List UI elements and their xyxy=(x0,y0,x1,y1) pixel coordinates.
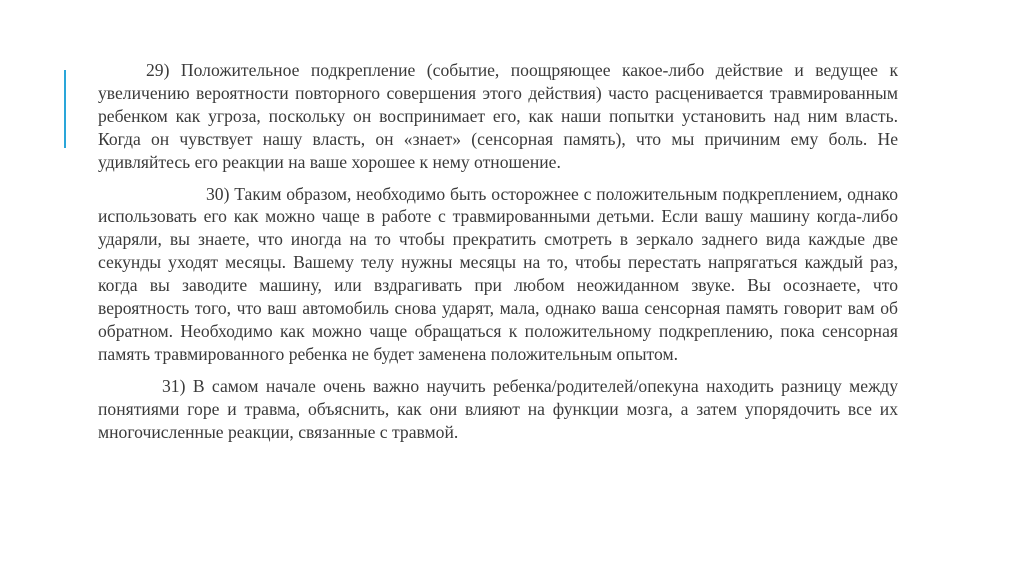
paragraph-number: 30) xyxy=(206,183,230,204)
slide-body xyxy=(98,59,898,444)
accent-bar xyxy=(64,70,66,148)
paragraph-29 xyxy=(98,59,898,174)
paragraph-text: В самом начале очень важно научить ребенка/родителей/опекуна находить разницу между понятиями горе и травма, объяснить, как они влияют на функции мозга, а затем упорядочить все их многочисленные реакции, связанные с травмой. xyxy=(98,375,898,442)
paragraph-number: 31) xyxy=(162,375,186,396)
paragraph-30 xyxy=(98,183,898,366)
paragraph-31 xyxy=(98,375,898,444)
paragraph-text: Положительное подкрепление (событие, поощряющее какое-либо действие и ведущее к увеличению вероятности повторного совершения этого действия) часто расценивается травмированным ребенком как угроза, поскольку он воспринимает его, как наши попытки установить над ним власть. Когда он чувствует нашу власть, он «знает» (сенсорная память), что мы причиним ему боль. Не удивляйтесь его реакции на ваше хорошее к нему отношение. xyxy=(98,60,898,172)
paragraph-number: 29) xyxy=(146,60,170,80)
paragraph-text: Таким образом, необходимо быть осторожнее с положительным подкреплением, однако использовать его как можно чаще в работе с травмированными детьми. Если вашу машину когда-либо ударяли, вы знаете, что иногда на то чтобы прекратить смотреть в зеркало заднего вида каждые две секунды уходят месяцы. Вашему телу нужны месяцы на то, чтобы перестать напрягаться каждый раз, когда вы заводите машину, или вздрагивать при любом неожиданном звуке. Вы осознаете, что вероятность того, что ваш автомобиль снова ударят, мала, однако ваша сенсорная память говорит вам об обратном. Необходимо как можно чаще обращаться к положительному подкреплению, пока сенсорная память травмированного ребенка не будет заменена положительным опытом. xyxy=(98,183,899,364)
